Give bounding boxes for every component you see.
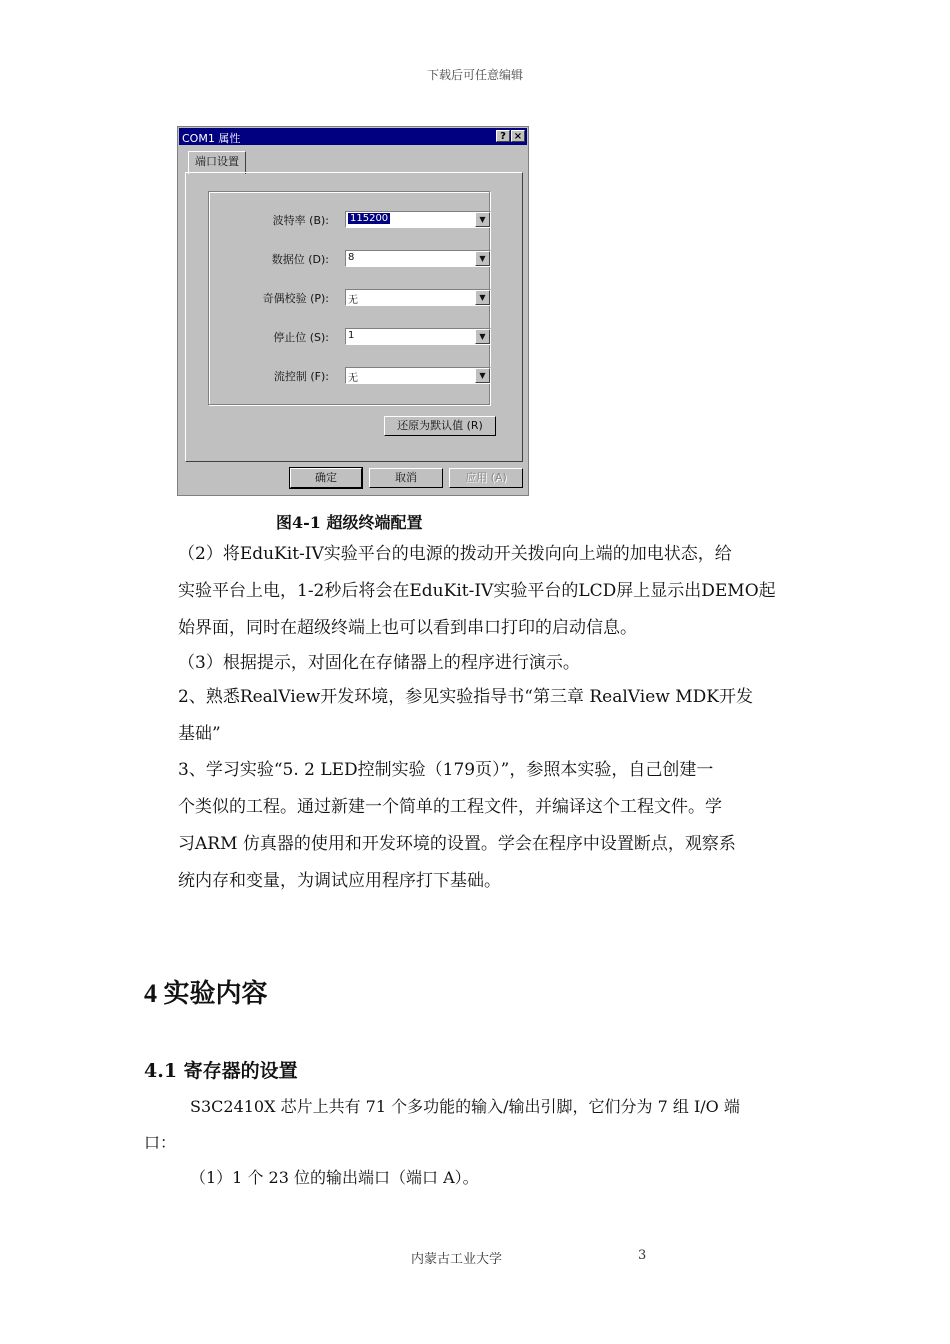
dialog-title: COM1 属性 [182,132,241,145]
paragraph-line: 3、学习实验“5. 2 LED控制实验（179页）”，参照本实验，自己创建一 [178,760,714,780]
page-header: 下载后可任意编辑 [426,68,523,82]
paragraph-line: 2、熟悉RealView开发环境，参见实验指导书“第三章 RealView MDK开发 [178,687,753,707]
chevron-down-icon[interactable]: ▼ [475,368,490,383]
body-line: （1）1 个 23 位的输出端口（端口 A）。 [190,1168,479,1187]
chevron-down-icon[interactable]: ▼ [475,290,490,305]
com1-properties-dialog [177,126,529,496]
parity-select[interactable] [345,289,491,306]
cancel-button[interactable]: 取消 [369,468,443,488]
chevron-down-icon[interactable]: ▼ [475,251,490,266]
paragraph-line: 实验平台上电，1-2秒后将会在EduKit-IV实验平台的LCD屏上显示出DEMO起 [178,581,776,601]
stop-bits-value: 1 [348,330,355,341]
help-button[interactable]: ? [496,130,510,142]
parity-value: 无 [348,295,358,306]
body-line: 口： [144,1133,177,1152]
port-settings-panel [185,172,523,462]
tab-port-settings[interactable]: 端口设置 [188,151,246,174]
figure-caption: 图4-1 超级终端配置 [276,513,423,532]
paragraph-line: 始界面，同时在超级终端上也可以看到串口打印的启动信息。 [178,618,637,638]
section-heading: 4 实验内容 [144,979,268,1008]
chevron-down-icon[interactable]: ▼ [475,212,490,227]
body-line: S3C2410X 芯片上共有 71 个多功能的输入/输出引脚，它们分为 7 组 I/O 端 [190,1097,740,1116]
parity-label: 奇偶校验 (P): [262,292,329,305]
flow-control-select[interactable] [345,367,491,384]
baud-rate-value: 115200 [350,213,389,224]
paragraph-line: （2）将EduKit-IV实验平台的电源的拨动开关拨向向上端的加电状态，给 [178,544,732,564]
settings-group [208,191,490,405]
paragraph-line: （3）根据提示，对固化在存储器上的程序进行演示。 [178,653,580,673]
paragraph-line: 习ARM 仿真器的使用和开发环境的设置。学会在程序中设置断点，观察系 [178,834,736,854]
dialog-titlebar [179,128,527,145]
baud-rate-select[interactable] [345,211,491,228]
footer-school: 内蒙古工业大学 [411,1252,503,1267]
close-button[interactable]: × [511,130,525,142]
ok-button[interactable]: 确定 [290,468,362,488]
baud-rate-label: 波特率 (B): [272,214,329,227]
paragraph-line: 个类似的工程。通过新建一个简单的工程文件，并编译这个工程文件。学 [178,797,722,817]
flow-control-label: 流控制 (F): [273,370,329,383]
flow-control-value: 无 [348,373,358,384]
paragraph-line: 基础” [178,724,221,744]
subsection-heading: 4.1 寄存器的设置 [144,1060,298,1082]
paragraph-line: 统内存和变量，为调试应用程序打下基础。 [178,871,501,891]
data-bits-label: 数据位 (D): [271,253,329,266]
chevron-down-icon[interactable]: ▼ [475,329,490,344]
restore-defaults-button[interactable]: 还原为默认值 (R) [384,416,496,436]
page-number: 3 [638,1248,647,1263]
stop-bits-label: 停止位 (S): [273,331,329,344]
apply-button[interactable]: 应用 (A) [449,468,523,488]
data-bits-select[interactable] [345,250,491,267]
data-bits-value: 8 [348,252,355,263]
stop-bits-select[interactable] [345,328,491,345]
